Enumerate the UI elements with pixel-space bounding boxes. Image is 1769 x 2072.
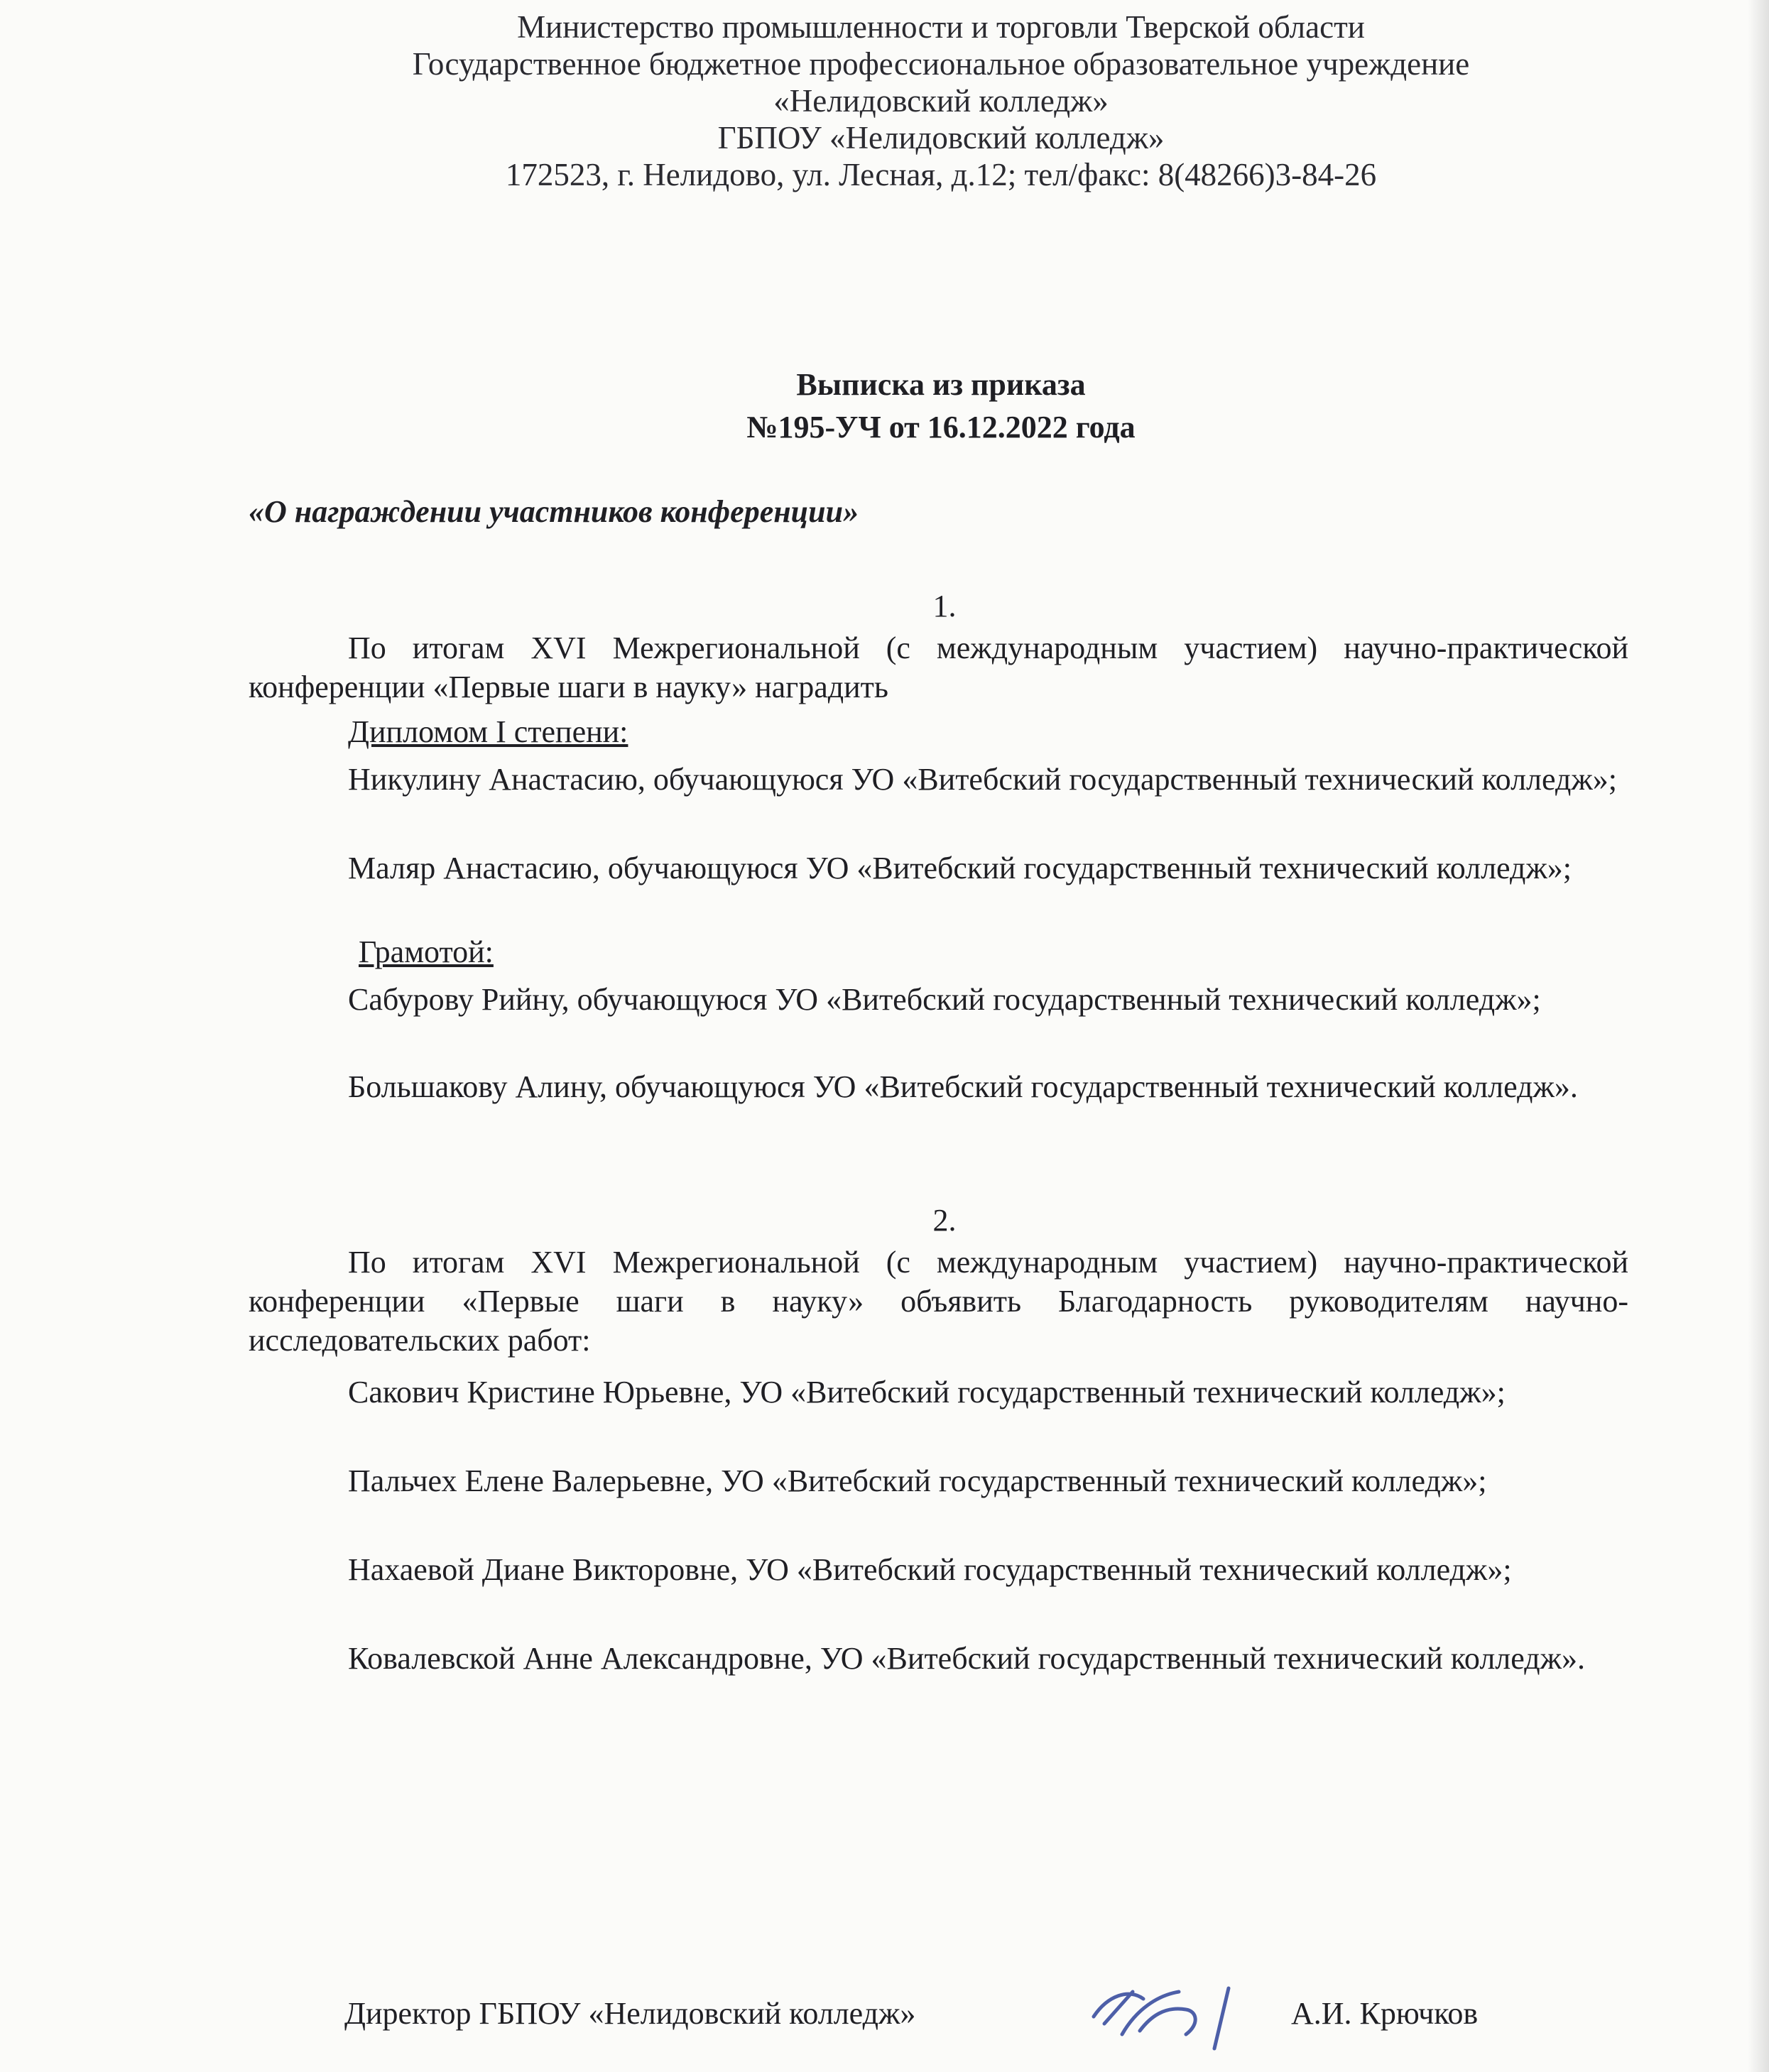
diploma-item <box>249 849 1628 888</box>
address-line: 172523, г. Нелидово, ул. Лесная, д.12; тел/факс: 8(48266)3-84-26 <box>505 157 1377 192</box>
thanks-item-text: Пальчех Елене Валерьевне, УО «Витебский государственный технический колледж»; <box>348 1463 1487 1498</box>
thanks-item <box>249 1639 1628 1678</box>
thanks-item <box>249 1373 1628 1412</box>
handwritten-signature <box>1079 1967 1264 2059</box>
signatory-position: Директор ГБПОУ «Нелидовский колледж» <box>344 1996 916 2031</box>
ministry-line: Министерство промышленности и торговли Тверской области <box>517 9 1365 45</box>
signatory-name: А.И. Крючков <box>1291 1996 1479 2031</box>
document-title <box>0 364 1769 449</box>
short-name-line: ГБПОУ «Нелидовский колледж» <box>717 120 1165 156</box>
letterhead <box>0 9 1769 193</box>
gramota-heading: Грамотой: <box>359 934 494 969</box>
scan-edge-shadow <box>1748 0 1769 2072</box>
section-1-number: 1. <box>932 589 957 623</box>
diploma-item-text: Никулину Анастасию, обучающуюся УО «Витебский государственный технический колледж»; <box>348 762 1617 797</box>
section-1-intro <box>249 628 1628 707</box>
thanks-item <box>249 1550 1628 1589</box>
title-line-2: №195-УЧ от 16.12.2022 года <box>746 410 1136 445</box>
title-line-1: Выписка из приказа <box>796 367 1086 402</box>
institution-line: Государственное бюджетное профессиональное образовательное учреждение <box>412 46 1470 82</box>
gramota-item-text: Большакову Алину, обучающуюся УО «Витебский государственный технический колледж». <box>348 1069 1578 1104</box>
thanks-item-text: Ковалевской Анне Александровне, УО «Витебский государственный технический колледж». <box>348 1641 1585 1676</box>
gramota-item <box>249 1067 1628 1106</box>
order-subject: «О награждении участников конференции» <box>249 494 859 529</box>
section-2-intro <box>249 1243 1628 1360</box>
thanks-item-text: Нахаевой Диане Викторовне, УО «Витебский государственный технический колледж»; <box>348 1552 1512 1587</box>
diploma-item <box>249 760 1628 799</box>
thanks-item-text: Сакович Кристине Юрьевне, УО «Витебский государственный технический колледж»; <box>348 1375 1506 1409</box>
thanks-item <box>249 1461 1628 1500</box>
section-2-number: 2. <box>932 1203 957 1238</box>
gramota-item <box>249 980 1628 1019</box>
diploma-heading: Дипломом I степени: <box>348 714 628 749</box>
diploma-item-text: Маляр Анастасию, обучающуюся УО «Витебский государственный технический колледж»; <box>348 851 1572 885</box>
college-name-line: «Нелидовский колледж» <box>773 83 1109 119</box>
gramota-item-text: Сабурову Рийну, обучающуюся УО «Витебский государственный технический колледж»; <box>348 982 1541 1017</box>
section-1-intro-text: По итогам XVI Межрегиональной (с международным участием) научно-практической конференции «Первые шаги в науку» наградить <box>249 631 1628 704</box>
section-2-intro-text: По итогам XVI Межрегиональной (с международным участием) научно-практической конференции «Первые шаги в науку» объявить Благодарность руководителям научно-исследовательских работ: <box>249 1245 1628 1358</box>
